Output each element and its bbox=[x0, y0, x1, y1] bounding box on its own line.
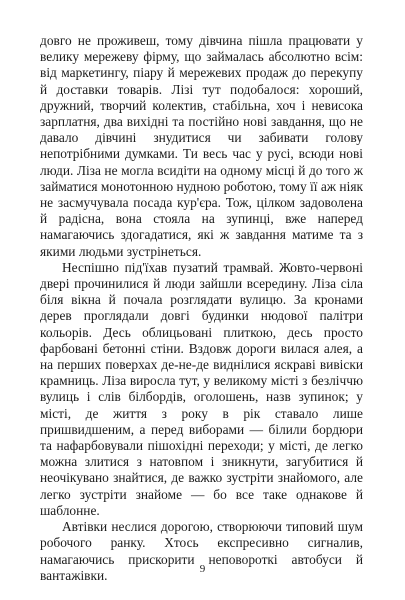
page-number: 9 bbox=[199, 563, 206, 575]
paragraph-1: довго не проживеш, тому дівчина пішла працювати у велику мережеву фірму, що займалась абсолютно всім: від маркетингу, піару й мережевих продаж до перекупу й доставки товарів. Лізі тут подобалося: хороший, дружний, творчий колектив, стабільна, хоч і невисока зарплатня, два вихідні та постійно нові завдання, що не давало дівчині знудитися чи забивати голову непотрібними думками. Ти весь час у русі, всюди нові люди. Ліза не могла всидіти на одному місці й до того ж займатися монотонною нудною роботою, тому її аж ніяк не засмучувала посада кур'єра. Тож, цілком задоволена й радісна, вона стояла на зупинці, вже наперед намагаючись здогадатися, які ж завдання матиме та з якими людьми зустрінеться. bbox=[40, 33, 363, 259]
paragraph-2: Неспішно під'їхав пузатий трамвай. Жовто-червоні двері прочинилися й люди зайшли всередину. Ліза сіла біля вікна й почала розглядати вулицю. За кронами дерев проглядали довгі будинки нюдової палітри кольорів. Десь облицьовані плиткою, десь просто фарбовані бетонні стіни. Вздовж дороги вилася алея, а на перших поверхах де-не-де виднілися яскраві вивіски крамниць. Ліза виросла тут, у великому місті з безліччю вулиць і слів білбордів, оголошень, назв зупинок; у місті, де життя з року в рік ставало лише пришвидшеним, а перед виборами — білили бордюри та нафарбовували пішохідні переходи; у місті, де легко можна злитися з натовпом і зникнути, загубитися й неочікувано знайтися, де важко зустріти знайомого, але легко зустріти знайоме — бо все таке однакове й шаблонне. bbox=[40, 259, 363, 518]
paragraph-3: Автівки неслися дорогою, створюючи типовий шум робочого ранку. Хтось експресивно сигналив, намагаючись прискорити неповороткі автобуси й вантажівки. bbox=[40, 519, 363, 583]
body-text bbox=[40, 33, 363, 584]
